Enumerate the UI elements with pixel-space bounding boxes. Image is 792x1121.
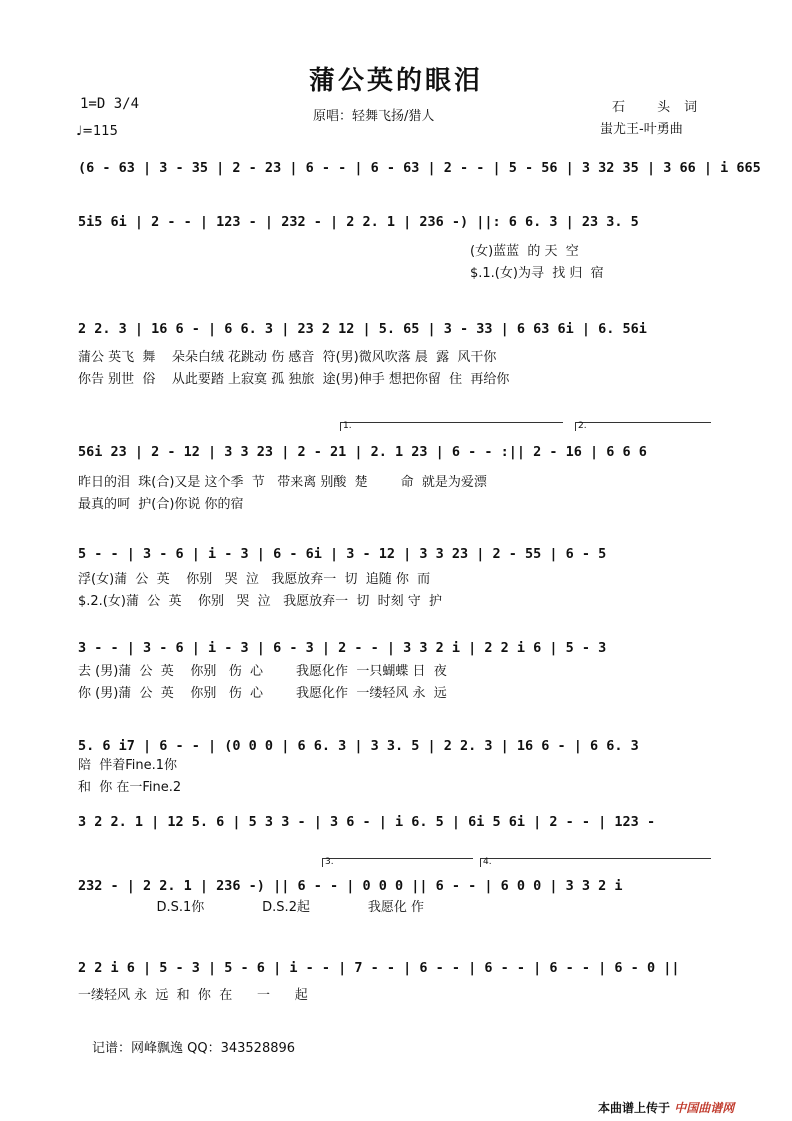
score-line-10: 2 2 i 6 | 5 - 3 | 5 - 6 | i - - | 7 - - | 6 - - | 6 - - | 6 - - | 6 - 0 || (78, 960, 680, 976)
lyric-line-6b: 你 (男)蒲 公 英 你别 伤 心 我愿化作 一缕轻风 永 远 (78, 686, 447, 701)
lyric-line-5b: $.2.(女)蒲 公 英 你别 哭 泣 我愿放弃一 切 时刻 守 护 (78, 594, 442, 609)
lyric-line-9: D.S.1你 D.S.2起 我愿化 作 (78, 900, 424, 915)
tempo-marking: ♩=115 (76, 124, 118, 139)
site-logo[interactable]: 中国曲谱网 (674, 1101, 735, 1115)
volta-3: 3. (322, 858, 473, 867)
lyric-line-4a: 昨日的泪 珠(合)又是 这个季 节 带来离 别酸 楚 命 就是为爱漂 (78, 475, 487, 490)
original-singer: 原唱：轻舞飞扬/猎人 (313, 109, 435, 124)
score-line-7: 5. 6 i7 | 6 - - | (0 0 0 | 6 6. 3 | 3 3. 5 | 2 2. 3 | 16 6 - | 6 6. 3 (78, 738, 639, 754)
key-signature: 1=D 3/4 (80, 96, 140, 112)
lyric-line-5a: 浮(女)蒲 公 英 你别 哭 泣 我愿放弃一 切 追随 你 而 (78, 572, 431, 587)
lyric-line-4b: 最真的呵 护(合)你说 你的宿 (78, 497, 244, 512)
lyric-line-2a: (女)蓝蓝 的 天 空 (470, 244, 579, 259)
lyric-line-3b: 你告 别世 俗 从此要踏 上寂寞 孤 独旅 途(男)伸手 想把你留 住 再给你 (78, 372, 510, 387)
score-line-5: 5 - - | 3 - 6 | i - 3 | 6 - 6i | 3 - 12 | 3 3 23 | 2 - 55 | 6 - 5 (78, 546, 607, 562)
lyric-line-7a: 陪 伴着Fine.1你 (78, 758, 178, 773)
upload-text: 本曲谱上传于 (598, 1101, 671, 1115)
score-line-9: 232 - | 2 2. 1 | 236 -) || 6 - - | 0 0 0 || 6 - - | 6 0 0 | 3 3 2 i (78, 878, 623, 894)
score-line-4: 56i 23 | 2 - 12 | 3 3 23 | 2 - 21 | 2. 1 23 | 6 - - :|| 2 - 16 | 6 6 6 (78, 444, 647, 460)
lyricist-credit: 石 头词 (612, 100, 712, 115)
lyric-line-6a: 去 (男)蒲 公 英 你别 伤 心 我愿化作 一只蝴蝶 日 夜 (78, 664, 447, 679)
lyric-line-10: 一缕轻风 永 远 和 你 在 一 起 (78, 988, 308, 1003)
score-line-1: (6 - 63 | 3 - 35 | 2 - 23 | 6 - - | 6 - 63 | 2 - - | 5 - 56 | 3 32 35 | 3 66 | i 665 (78, 160, 761, 176)
transcriber-credit: 记谱：网峰飘逸 QQ：343528896 (92, 1041, 296, 1056)
song-title: 蒲公英的眼泪 (308, 66, 483, 96)
score-line-2: 5i5 6i | 2 - - | 123 - | 232 - | 2 2. 1 | 236 -) ||: 6 6. 3 | 23 3. 5 (78, 214, 639, 230)
score-line-6: 3 - - | 3 - 6 | i - 3 | 6 - 3 | 2 - - | 3 3 2 i | 2 2 i 6 | 5 - 3 (78, 640, 607, 656)
lyric-line-7b: 和 你 在一Fine.2 (78, 780, 182, 795)
volta-2: 2. (575, 422, 711, 431)
volta-1: 1. (340, 422, 563, 431)
score-line-3: 2 2. 3 | 16 6 - | 6 6. 3 | 23 2 12 | 5. 65 | 3 - 33 | 6 63 6i | 6. 56i (78, 321, 647, 337)
composer-credit: 蚩尤王-叶勇曲 (600, 122, 683, 137)
volta-4: 4. (480, 858, 711, 867)
lyric-line-3a: 蒲公 英飞 舞 朵朵白绒 花跳动 伤 感音 符(男)微风吹落 晨 露 风干你 (78, 350, 497, 365)
score-line-8: 3 2 2. 1 | 12 5. 6 | 5 3 3 - | 3 6 - | i 6. 5 | 6i 5 6i | 2 - - | 123 - (78, 814, 656, 830)
lyric-line-2b: $.1.(女)为寻 找 归 宿 (470, 266, 604, 281)
upload-notice (598, 1099, 734, 1116)
